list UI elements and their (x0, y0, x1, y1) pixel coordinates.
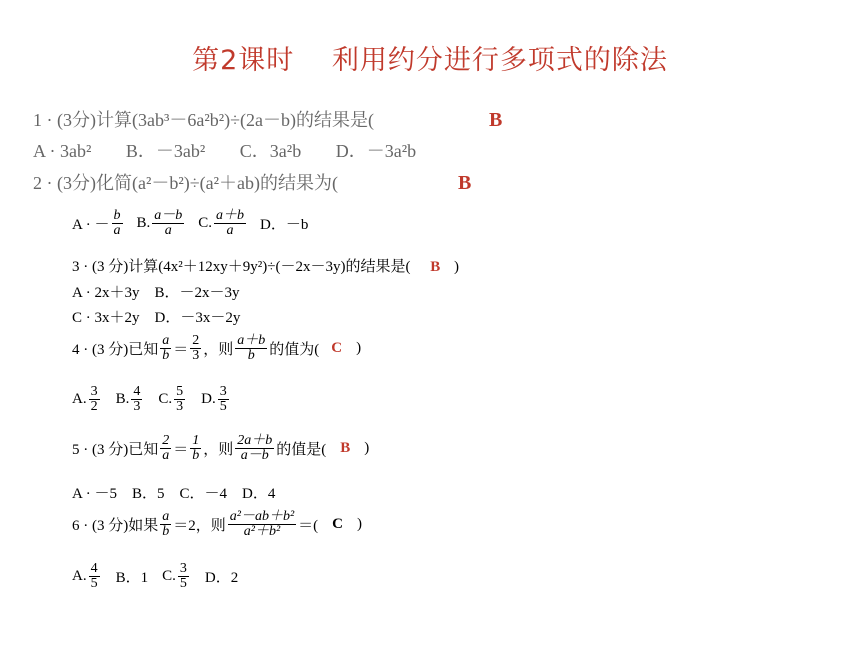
equals-sign: ＝ (173, 442, 189, 458)
q6-option-a-label: A. (72, 568, 87, 584)
question-6-suffix: ＝( (298, 518, 319, 534)
q4-option-d-fraction (218, 385, 229, 414)
fraction-numerator: 2 (192, 333, 200, 348)
fraction-denominator: 2 (90, 399, 98, 414)
equals-sign: ＝ (173, 342, 189, 358)
fraction-numerator: a (162, 509, 170, 524)
q5-given-fraction (160, 434, 171, 463)
question-6-options (72, 562, 238, 591)
q4-option-c-label: C. (158, 391, 173, 407)
q2-option-a-label: A · － (72, 217, 110, 233)
question-4 (72, 334, 361, 363)
fraction-denominator: b (162, 524, 170, 539)
question-6-close: ) (357, 516, 363, 532)
q6-target-fraction (228, 510, 296, 539)
q4-option-a-label: A. (72, 391, 87, 407)
q6-option-d: D．2 (204, 570, 239, 586)
fraction-denominator: a (226, 223, 234, 238)
q4-given-fraction (160, 334, 171, 363)
question-3-stem: 3 · (3 分)计算(4x²＋12xy＋9y²)÷(－2x－3y)的结果是( (72, 259, 411, 275)
question-4-mid: ，则 (203, 342, 234, 358)
fraction-denominator: a (113, 223, 121, 238)
q4-option-d-label: D. (201, 391, 216, 407)
question-2-stem: 2 · (3分)化简(a²－b²)÷(a²＋ab)的结果为( (33, 173, 338, 193)
question-4-options (72, 385, 231, 414)
fraction-numerator: a＋b (216, 208, 245, 223)
question-5-mid: ，则 (203, 442, 234, 458)
q4-option-c-fraction (174, 385, 185, 414)
question-5 (72, 434, 369, 463)
q2-option-a-fraction (112, 209, 123, 238)
question-6-eq: ＝2，则 (173, 518, 226, 534)
fraction-numerator: 2a＋b (237, 433, 273, 448)
q2-option-c-label: C. (198, 215, 213, 231)
q2-option-d: D．－b (260, 217, 309, 233)
question-4-answer: C (331, 340, 343, 356)
question-1-stem: 1 · (3分)计算(3ab³－6a²b²)÷(2a－b)的结果是( (33, 110, 374, 130)
page-title: 第2课时 利用约分进行多项式的除法 (192, 45, 668, 76)
q5-target-fraction (235, 434, 274, 463)
fraction-denominator: 3 (133, 399, 141, 414)
q6-option-c-label: C. (162, 568, 176, 584)
question-1-answer: B (489, 109, 503, 131)
q6-option-b: B．1 (115, 570, 149, 586)
question-3-answer: B (430, 259, 441, 275)
fraction-numerator: 3 (219, 384, 227, 399)
question-5-options: A · －5 B．5 C．－4 D．4 (72, 486, 276, 502)
fraction-denominator: a (164, 223, 172, 238)
fraction-denominator: 5 (90, 576, 98, 591)
fraction-denominator: b (247, 348, 255, 363)
question-1 (33, 106, 374, 132)
fraction-numerator: 3 (179, 561, 187, 576)
fraction-numerator: a²－ab＋b² (229, 509, 295, 524)
q4-option-b-label: B. (115, 391, 130, 407)
q3-options-row1: A · 2x＋3y B．－2x－3y (72, 285, 240, 301)
fraction-denominator: 5 (179, 576, 187, 591)
question-5-close: ) (364, 440, 370, 456)
fraction-numerator: b (113, 208, 121, 223)
fraction-numerator: 3 (90, 384, 98, 399)
q1-option-d: D．－3a²b (335, 141, 417, 161)
question-6-answer: C (332, 516, 344, 532)
question-2-answer: B (458, 172, 472, 194)
question-3-close: ) (453, 259, 459, 275)
fraction-denominator: b (192, 448, 200, 463)
q5-value-fraction (190, 434, 201, 463)
q6-option-a-fraction (89, 562, 100, 591)
fraction-numerator: 5 (176, 384, 184, 399)
question-6-prefix: 6 · (3 分)如果 (72, 518, 159, 534)
q1-option-b: B．－3ab² (125, 141, 206, 161)
fraction-numerator: 4 (90, 561, 98, 576)
fraction-denominator: a－b (240, 448, 269, 463)
question-3 (72, 255, 459, 276)
fraction-numerator: a－b (154, 208, 183, 223)
fraction-denominator: b (162, 348, 170, 363)
question-5-answer: B (340, 440, 351, 456)
question-2-options (72, 209, 308, 238)
q2-option-c-fraction (214, 209, 246, 238)
question-4-suffix: 的值为( (269, 342, 320, 358)
question-2 (33, 169, 338, 195)
fraction-numerator: 2 (162, 433, 170, 448)
fraction-numerator: 1 (192, 433, 200, 448)
q4-option-b-fraction (131, 385, 142, 414)
q6-given-fraction (160, 510, 171, 539)
q4-value-fraction (190, 334, 201, 363)
fraction-numerator: a (162, 333, 170, 348)
q3-options-row2: C · 3x＋2y D．－3x－2y (72, 310, 241, 326)
question-6 (72, 510, 362, 539)
fraction-denominator: 3 (176, 399, 184, 414)
q2-option-b-label: B. (136, 215, 151, 231)
fraction-denominator: 5 (219, 399, 227, 414)
question-1-options (33, 137, 430, 163)
question-5-prefix: 5 · (3 分)已知 (72, 442, 159, 458)
question-5-suffix: 的值是( (276, 442, 327, 458)
fraction-numerator: 4 (133, 384, 141, 399)
question-4-close: ) (356, 340, 362, 356)
q1-option-c: C．3a²b (239, 141, 302, 161)
q2-option-b-fraction (152, 209, 184, 238)
q6-option-c-fraction (178, 562, 189, 591)
fraction-denominator: a²＋b² (243, 524, 281, 539)
fraction-numerator: a＋b (237, 333, 266, 348)
fraction-denominator: a (162, 448, 170, 463)
q1-option-a: A · 3ab² (33, 141, 92, 161)
q4-target-fraction (235, 334, 267, 363)
question-4-prefix: 4 · (3 分)已知 (72, 342, 159, 358)
fraction-denominator: 3 (192, 348, 200, 363)
q4-option-a-fraction (89, 385, 100, 414)
